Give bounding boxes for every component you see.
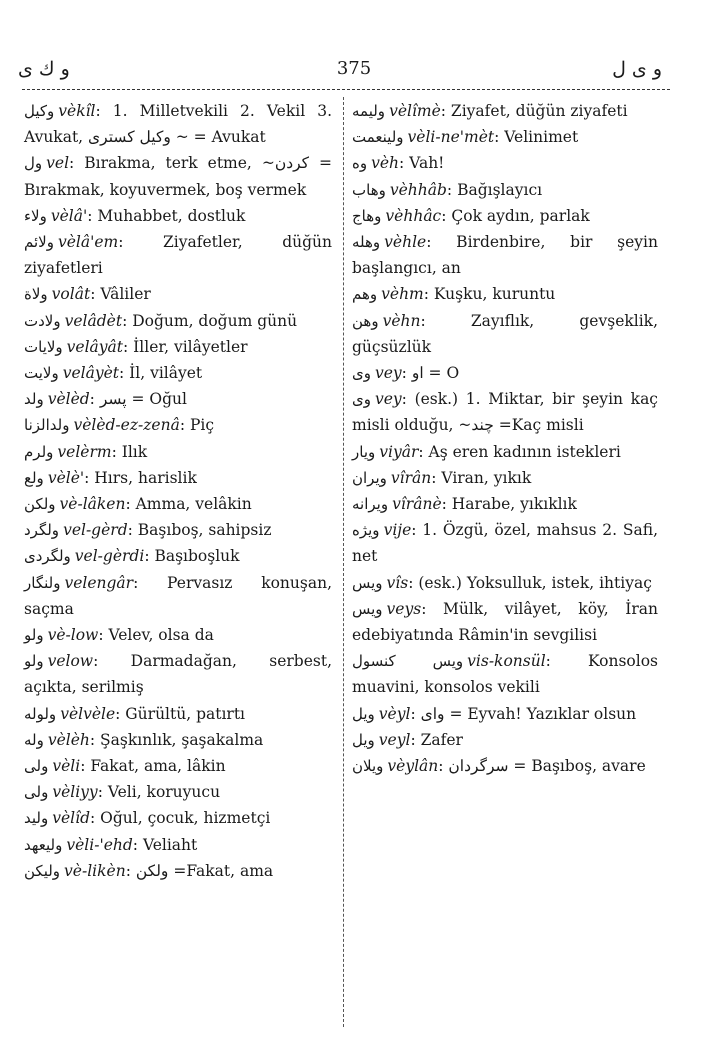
definition: : Zafer <box>410 730 463 749</box>
arabic-headword: ولايت <box>24 364 59 383</box>
definition: : Aş eren kadının istekleri <box>418 442 621 461</box>
dictionary-entry <box>24 281 332 307</box>
arabic-headword: وليد <box>24 809 49 828</box>
dictionary-entry <box>352 491 658 517</box>
transliteration: veys <box>386 599 422 618</box>
dictionary-entry <box>24 622 332 648</box>
transliteration: vèhle <box>384 233 427 252</box>
arabic-headword: وى <box>352 364 371 383</box>
definition: : Harabe, yıkıklık <box>441 495 577 514</box>
definition: : Bırakma, terk etme, ~كردن = Bırakmak, koyuvermek, boş vermek <box>24 154 332 199</box>
arabic-headword: ولو <box>24 626 44 645</box>
definition: : Ziyafetler, düğün ziyafetleri <box>24 233 332 278</box>
definition: : ولكن =Fakat, ama <box>125 861 274 880</box>
transliteration: vè-likèn <box>64 861 126 880</box>
definition: : Gürültü, patırtı <box>115 704 246 723</box>
transliteration: vèkîl <box>58 102 96 120</box>
definition: : Başıboşluk <box>144 547 240 566</box>
arabic-headword: ولدالزنا <box>24 416 70 435</box>
arabic-headword: وهله <box>352 233 381 252</box>
arabic-headword: وهن <box>352 311 379 330</box>
arabic-headword: ولگردى <box>24 547 71 566</box>
arabic-headword: وكيل <box>24 102 55 120</box>
transliteration: vèlvèle <box>60 704 116 723</box>
definition: : Pervasız konuşan, saçma <box>24 573 332 618</box>
definition: : Ziyafet, düğün ziyafeti <box>440 102 628 120</box>
transliteration: vèyl <box>378 704 411 723</box>
transliteration: velengâr <box>64 573 134 592</box>
definition: : Konsolos muavini, konsolos vekili <box>352 652 658 697</box>
dictionary-entry <box>352 98 658 124</box>
transliteration: vèliyy <box>52 783 98 802</box>
header-right-letters: و ى ل <box>612 58 662 80</box>
dictionary-entry <box>24 648 332 700</box>
dictionary-entry <box>24 779 332 805</box>
dictionary-entry <box>352 570 658 596</box>
transliteration: vije <box>383 521 412 540</box>
transliteration: vèlîmè <box>389 102 441 120</box>
transliteration: viyâr <box>379 442 419 461</box>
dictionary-entry <box>24 308 332 334</box>
transliteration: vîrânè <box>392 495 442 514</box>
transliteration: vèhhâc <box>385 206 442 225</box>
definition: : Velev, olsa da <box>98 626 214 645</box>
definition: : İller, vilâyetler <box>123 337 248 356</box>
arabic-headword: ويژه <box>352 521 380 540</box>
transliteration: vèhhâb <box>389 180 447 199</box>
transliteration: vel-gèrdi <box>74 547 145 566</box>
definition: : Vah! <box>399 154 445 173</box>
dictionary-entry <box>24 753 332 779</box>
transliteration: vîs <box>386 573 409 592</box>
definition: : Ilık <box>111 442 148 461</box>
definition: : Velinimet <box>494 128 579 147</box>
transliteration: veyl <box>378 730 411 749</box>
definition: : Zayıflık, gevşeklik, güçsüzlük <box>352 311 658 356</box>
arabic-headword: ولع <box>24 468 44 487</box>
arabic-headword: ولو <box>24 652 44 671</box>
definition: : Veli, koruyucu <box>97 783 221 802</box>
page-header <box>0 50 708 90</box>
arabic-headword: وهم <box>352 285 378 304</box>
transliteration: vis-konsül <box>467 652 546 671</box>
definition: : واى = Eyvah! Yazıklar olsun <box>410 704 637 723</box>
arabic-headword: ولى <box>24 757 49 776</box>
dictionary-entry <box>24 439 332 465</box>
arabic-headword: ولاء <box>24 206 47 225</box>
definition: : او = O <box>401 364 460 383</box>
definition: : Amma, velâkin <box>125 495 252 514</box>
definition: : سرگردان = Başıboş, avare <box>438 757 646 776</box>
transliteration: vèlèh <box>47 730 90 749</box>
dictionary-entry <box>24 570 332 622</box>
transliteration: vey <box>374 390 402 409</box>
dictionary-entry <box>24 701 332 727</box>
transliteration: velâyèt <box>62 364 119 383</box>
header-left-letters: و ك ى <box>18 58 70 80</box>
definition: : İl, vilâyet <box>119 364 203 383</box>
dictionary-entry <box>24 360 332 386</box>
arabic-headword: ولكن <box>24 495 56 514</box>
definition: : پسر = Oğul <box>89 390 187 409</box>
transliteration: vèhm <box>381 285 424 304</box>
arabic-headword: ولد <box>24 390 44 409</box>
arabic-headword: ول <box>24 154 43 173</box>
definition: : Viran, yıkık <box>431 468 532 487</box>
arabic-headword: ويلان <box>352 757 384 776</box>
definition: : Bağışlayıcı <box>446 180 543 199</box>
dictionary-entry <box>24 543 332 569</box>
transliteration: vèlâ'em <box>57 233 119 252</box>
definition: : Hırs, harislik <box>84 468 197 487</box>
definition: : Başıboş, sahipsiz <box>127 521 272 540</box>
definition: : Piç <box>179 416 215 435</box>
arabic-headword: ويرانه <box>352 495 389 514</box>
definition: : Şaşkınlık, şaşakalma <box>89 730 264 749</box>
transliteration: vè-lâken <box>59 495 126 514</box>
definition: : Birdenbire, bir şeyin başlangıcı, an <box>352 233 658 278</box>
dictionary-entry <box>24 727 332 753</box>
arabic-headword: وليمه <box>352 102 386 120</box>
arabic-headword: ويس كنسول <box>352 652 464 671</box>
left-column <box>24 98 332 884</box>
dictionary-entry <box>24 412 332 438</box>
arabic-headword: ويس <box>352 599 383 618</box>
arabic-headword: وهاج <box>352 206 382 225</box>
arabic-headword: ولرم <box>24 442 54 461</box>
arabic-headword: ولادت <box>24 311 61 330</box>
transliteration: vèli <box>52 757 81 776</box>
dictionary-entry <box>24 334 332 360</box>
definition: : Doğum, doğum günü <box>122 311 298 330</box>
dictionary-entry <box>24 98 332 150</box>
arabic-headword: وله <box>24 730 44 749</box>
transliteration: volât <box>51 285 91 304</box>
arabic-headword: ولينعمت <box>352 128 404 147</box>
arabic-headword: وليكن <box>24 861 61 880</box>
header-divider <box>22 89 670 90</box>
transliteration: vèlîd <box>52 809 90 828</box>
dictionary-entry <box>352 229 658 281</box>
arabic-headword: ويران <box>352 468 387 487</box>
dictionary-entry <box>352 517 658 569</box>
page-number: 375 <box>336 58 372 79</box>
dictionary-entry <box>352 439 658 465</box>
dictionary-entry <box>352 596 658 648</box>
dictionary-entry <box>352 177 658 203</box>
definition: : Darmadağan, serbest, açıkta, serilmiş <box>24 652 332 697</box>
transliteration: vèlèd-ez-zenâ <box>73 416 180 435</box>
transliteration: velâdèt <box>64 311 123 330</box>
definition: : Oğul, çocuk, hizmetçi <box>90 809 271 828</box>
transliteration: vèlâ' <box>50 206 88 225</box>
definition: : Çok aydın, parlak <box>441 206 590 225</box>
dictionary-entry <box>24 517 332 543</box>
definition: : Muhabbet, dostluk <box>87 206 246 225</box>
transliteration: velèrm <box>57 442 112 461</box>
dictionary-entry <box>24 229 332 281</box>
dictionary-entry <box>352 124 658 150</box>
transliteration: vîrân <box>390 468 432 487</box>
arabic-headword: ويس <box>352 573 383 592</box>
definition: : (esk.) Yoksulluk, istek, ihtiyaç <box>408 573 652 592</box>
arabic-headword: ولائم <box>24 233 54 252</box>
arabic-headword: ولى <box>24 783 49 802</box>
arabic-headword: ولگرد <box>24 521 60 540</box>
arabic-headword: ولوله <box>24 704 57 723</box>
transliteration: vey <box>374 364 402 383</box>
transliteration: vèlè' <box>47 468 85 487</box>
dictionary-entry <box>352 386 658 438</box>
arabic-headword: وه <box>352 154 368 173</box>
dictionary-entry <box>24 465 332 491</box>
arabic-headword: ولنگار <box>24 573 61 592</box>
arabic-headword: ولاة <box>24 285 48 304</box>
dictionary-entry <box>24 858 332 884</box>
dictionary-entry <box>24 203 332 229</box>
dictionary-entry <box>24 386 332 412</box>
transliteration: vèlèd <box>47 390 90 409</box>
column-divider <box>343 97 344 1027</box>
dictionary-entry <box>352 648 658 700</box>
dictionary-entry <box>24 491 332 517</box>
dictionary-entry <box>352 308 658 360</box>
dictionary-entry <box>352 727 658 753</box>
definition: : Fakat, ama, lâkin <box>80 757 226 776</box>
dictionary-entry <box>24 150 332 202</box>
right-column <box>352 98 658 779</box>
transliteration: vèli-'ehd <box>66 835 133 854</box>
transliteration: velow <box>47 652 94 671</box>
definition: : 1. Özgü, özel, mahsus 2. Safi, net <box>352 521 658 566</box>
arabic-headword: وهاب <box>352 180 386 199</box>
arabic-headword: وليعهد <box>24 835 63 854</box>
dictionary-entry <box>352 360 658 386</box>
dictionary-entry <box>24 832 332 858</box>
dictionary-entry <box>352 203 658 229</box>
dictionary-entry <box>352 281 658 307</box>
arabic-headword: ولايات <box>24 337 63 356</box>
arabic-headword: ويار <box>352 442 376 461</box>
definition: : Kuşku, kuruntu <box>423 285 556 304</box>
dictionary-entry <box>352 701 658 727</box>
dictionary-entry <box>24 805 332 831</box>
definition: : Mülk, vilâyet, köy, İran edebiyatında Râmin'in sevgilisi <box>352 599 658 645</box>
transliteration: vel <box>46 154 70 173</box>
arabic-headword: وى <box>352 390 371 409</box>
definition: : Veliaht <box>132 835 198 854</box>
dictionary-entry <box>352 465 658 491</box>
definition: : (esk.) 1. Miktar, bir şeyin kaç misli olduğu, ~چند =Kaç misli <box>352 390 658 435</box>
arabic-headword: ويل <box>352 730 375 749</box>
dictionary-entry <box>352 150 658 176</box>
transliteration: vèylân <box>387 757 439 776</box>
definition: : Vâliler <box>90 285 151 304</box>
transliteration: vèh <box>371 154 400 173</box>
transliteration: vel-gèrd <box>63 521 128 540</box>
transliteration: vèhn <box>382 311 421 330</box>
arabic-headword: ويل <box>352 704 375 723</box>
transliteration: velâyât <box>66 337 124 356</box>
transliteration: vè-low <box>47 626 99 645</box>
dictionary-entry <box>352 753 658 779</box>
definition: : 1. Milletvekili 2. Vekil 3. Avukat, وكيل كسترى ~ = Avukat <box>24 102 332 147</box>
transliteration: vèli-ne'mèt <box>407 128 495 147</box>
